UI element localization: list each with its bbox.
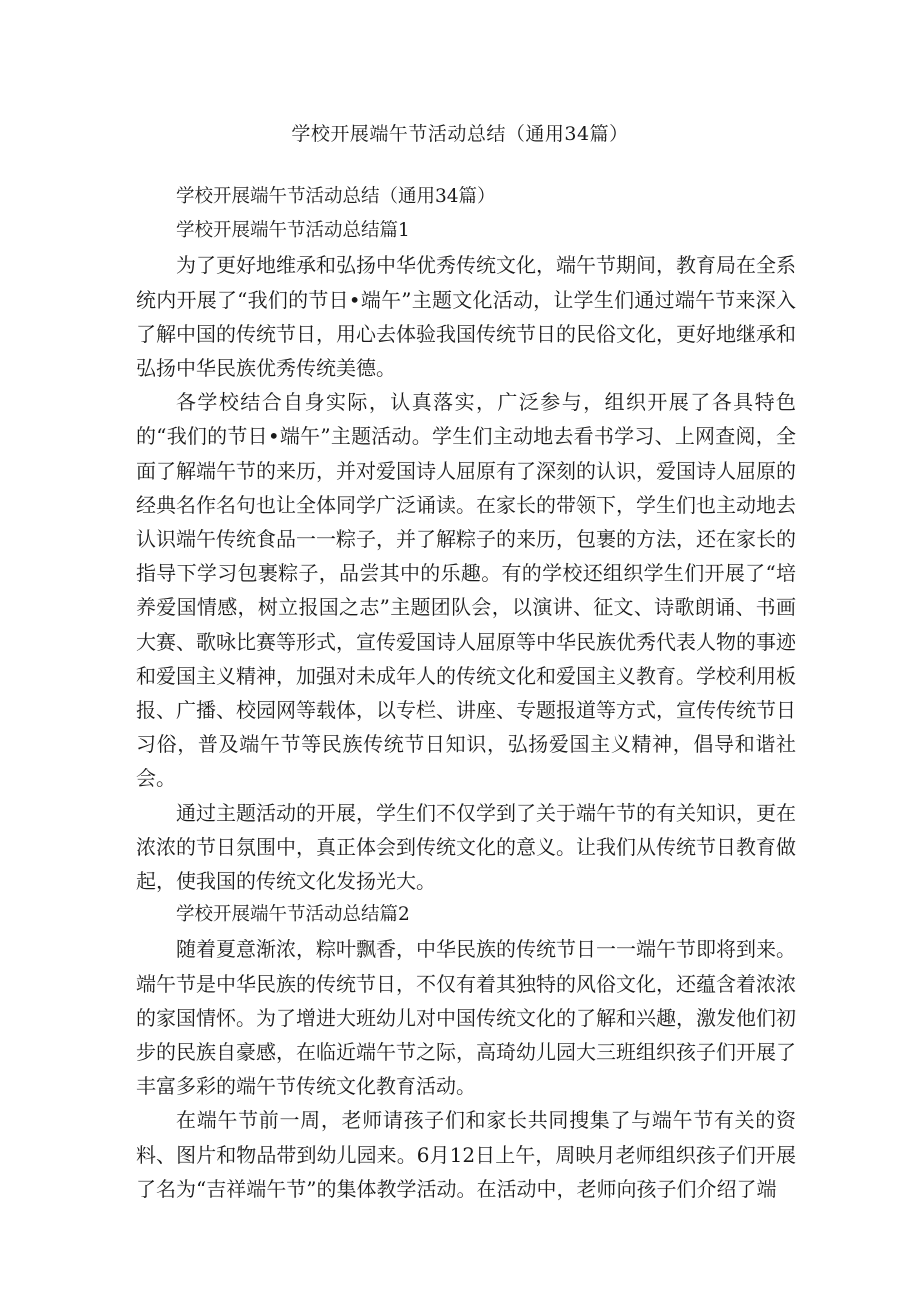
paragraph: 在端午节前一周，老师请孩子们和家长共同搜集了与端午节有关的资料、图片和物品带到幼儿园来。6月12日上午，周映月老师组织孩子们开展了名为“吉祥端午节”的集体教学活动。在活动中，老师向孩子们介绍了端: [136, 1108, 796, 1201]
paragraph: 各学校结合自身实际，认真落实，广泛参与，组织开展了各具特色的“我们的节日•端午”主题活动。学生们主动地去看书学习、上网查阅，全面了解端午节的来历，并对爱国诗人屈原有了深刻的认识，爱国诗人屈原的经典名作名句也让全体同学广泛诵读。在家长的带领下，学生们也主动地去认识端午传统食品一一粽子，并了解粽子的来历，包裹的方法，还在家长的指导下学习包裹粽子，品尝其中的乐趣。有的学校还组织学生们开展了“培养爱国情感，树立报国之志”主题团队会，以演讲、征文、诗歌朗诵、书画大赛、歌咏比赛等形式，宣传爱国诗人屈原等中华民族优秀代表人物的事迹和爱国主义精神，加强对未成年人的传统文化和爱国主义教育。学校利用板报、广播、校园网等载体，以专栏、讲座、专题报道等方式，宣传传统节日习俗，普及端午节等民族传统节日知识，弘扬爱国主义精神，倡导和谐社会。: [136, 390, 796, 791]
document-subtitle: 学校开展端午节活动总结（通用34篇）: [176, 186, 496, 207]
section-heading-1: 学校开展端午节活动总结篇1: [176, 220, 410, 242]
section-heading-2: 学校开展端午节活动总结篇2: [176, 904, 410, 926]
paragraph: 通过主题活动的开展，学生们不仅学到了关于端午节的有关知识，更在浓浓的节日氛围中，真正体会到传统文化的意义。让我们从传统节日教育做起，使我国的传统文化发扬光大。: [136, 800, 796, 894]
paragraph: 为了更好地维承和弘扬中华优秀传统文化，端午节期间，教育局在全系统内开展了“我们的节日•端午”主题文化活动，让学生们通过端午节来深入了解中国的传统节日，用心去体验我国传统节日的民俗文化，更好地继承和弘扬中华民族优秀传统美德。: [136, 253, 796, 381]
document-body: [136, 180, 796, 1206]
document-title: 学校开展端午节活动总结（通用34篇）: [291, 123, 629, 145]
paragraph: 随着夏意渐浓，粽叶飘香，中华民族的传统节日一一端午节即将到来。端午节是中华民族的传统节日，不仅有着其独特的风俗文化，还蕴含着浓浓的家国情怀。为了增进大班幼儿对中国传统文化的了解和兴趣，激发他们初步的民族自豪感，在临近端午节之际，高琦幼儿园大三班组织孩子们开展了丰富多彩的端午节传统文化教育活动。: [136, 937, 796, 1099]
